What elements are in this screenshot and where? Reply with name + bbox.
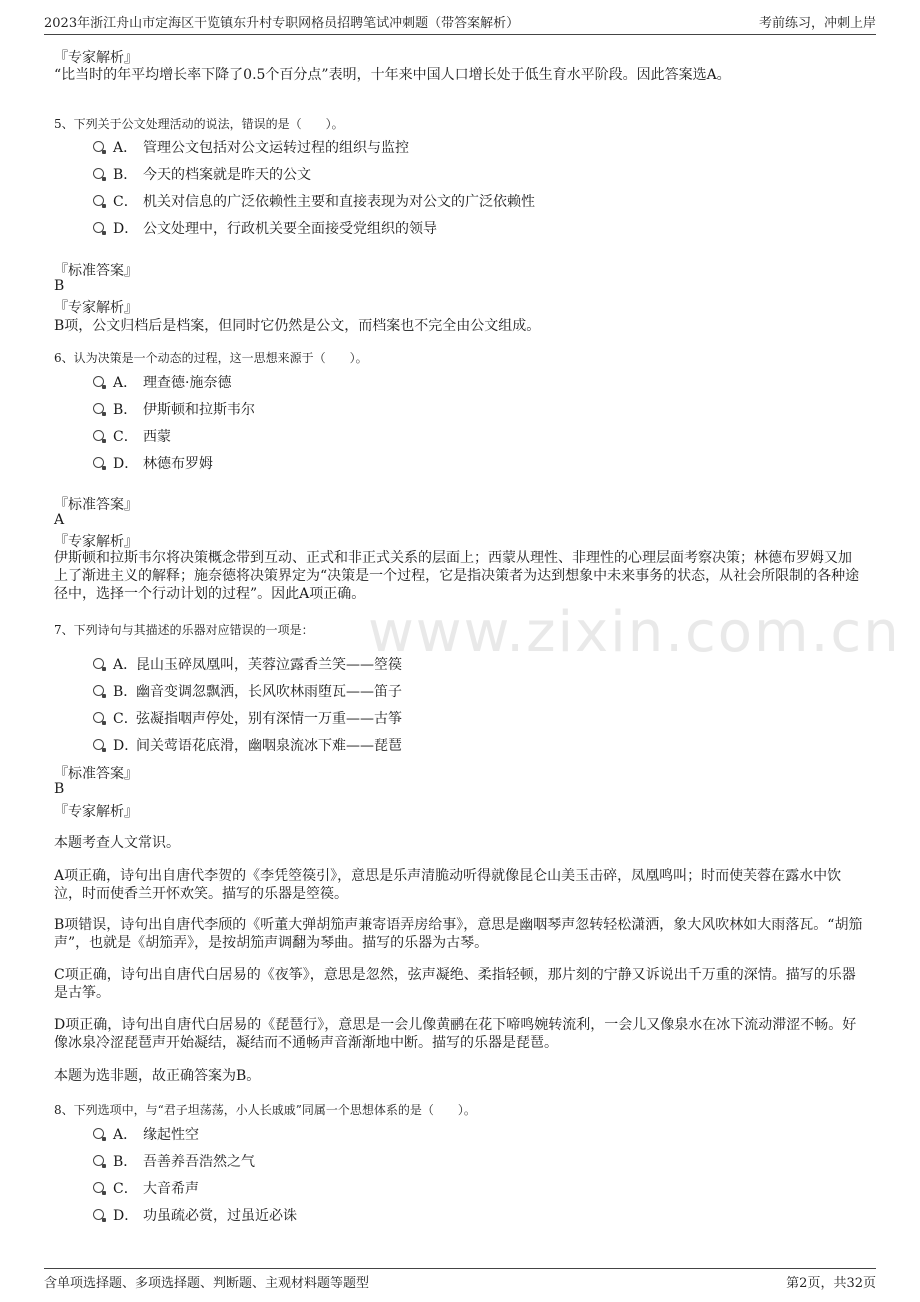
option-letter: C． [113, 1181, 138, 1197]
radio-icon[interactable] [93, 739, 104, 750]
standard-answer: B [54, 781, 65, 797]
page-header [44, 12, 876, 35]
radio-icon[interactable] [93, 430, 104, 441]
analysis-paragraph: C项正确，诗句出自唐代白居易的《夜筝》，意思是忽然，弦声凝绝、柔指轻顿，那片刻的宁静又诉说出千万重的深情。描写的乐器是古筝。 [54, 967, 856, 1001]
option-text: 机关对信息的广泛依赖性主要和直接表现为对公文的广泛依赖性 [143, 194, 535, 210]
radio-icon[interactable] [93, 658, 104, 669]
radio-icon[interactable] [93, 376, 104, 387]
radio-icon[interactable] [93, 1155, 104, 1166]
option-letter: C． [113, 194, 138, 210]
expert-analysis-label: 『专家解析』 [54, 300, 138, 316]
standard-answer: A [54, 512, 65, 528]
option-letter: C． [113, 429, 138, 445]
question-6-stem: 6、认为决策是一个动态的过程，这一思想来源于（ ）。 [54, 351, 368, 365]
watermark: www.zixin.com.cn [368, 600, 901, 665]
analysis-paragraph: D项正确，诗句出自唐代白居易的《琵琶行》，意思是一会儿像黄鹂在花下啼鸣婉转流利，一会儿又像泉水在冰下流动滞涩不畅。好像冰泉冷涩琵琶声开始凝结，凝结而不通畅声音渐渐地中断。描写的乐器是琵琶。 [54, 1017, 857, 1051]
analysis-paragraph: 本题为选非题，故正确答案为B。 [54, 1068, 261, 1084]
option-letter: A． [113, 657, 138, 673]
option-letter: D． [113, 738, 139, 754]
option-text: 缘起性空 [143, 1127, 199, 1143]
expert-analysis-text: B项，公文归档后是档案，但同时它仍然是公文，而档案也不完全由公文组成。 [54, 318, 541, 334]
option-text: 管理公文包括对公文运转过程的组织与监控 [143, 140, 409, 156]
standard-answer-label: 『标准答案』 [54, 497, 138, 513]
radio-icon[interactable] [93, 685, 104, 696]
option-letter: A． [113, 140, 138, 156]
option-letter: B． [113, 167, 138, 183]
option-letter: B． [113, 684, 138, 700]
option-text: 伊斯顿和拉斯韦尔 [143, 402, 255, 418]
option-letter: D． [113, 1208, 139, 1224]
option-letter: A． [113, 375, 138, 391]
option-letter: A． [113, 1127, 138, 1143]
page-number: 第2页，共32页 [786, 1276, 876, 1291]
header-slogan: 考前练习，冲刺上岸 [758, 16, 876, 31]
option-text: 公文处理中，行政机关要全面接受党组织的领导 [143, 221, 437, 237]
radio-icon[interactable] [93, 168, 104, 179]
option-text: 昆山玉碎凤凰叫，芙蓉泣露香兰笑——箜篌 [136, 657, 402, 673]
option-letter: B． [113, 1154, 138, 1170]
expert-analysis-label: 『专家解析』 [54, 50, 138, 66]
analysis-paragraph: B项错误，诗句出自唐代李颀的《听董大弹胡笳声兼寄语弄房给事》，意思是幽咽琴声忽转轻松潇洒，象大风吹林如大雨落瓦。“胡笳声”，也就是《胡笳弄》，是按胡笳声调翻为琴曲。描写的乐器为古琴。 [54, 917, 863, 951]
radio-icon[interactable] [93, 222, 104, 233]
question-types-note: 含单项选择题、多项选择题、判断题、主观材料题等题型 [44, 1276, 370, 1291]
radio-icon[interactable] [93, 195, 104, 206]
analysis-paragraph: 本题考查人文常识。 [54, 835, 180, 851]
question-7-stem: 7、下列诗句与其描述的乐器对应错误的一项是： [54, 623, 314, 637]
radio-icon[interactable] [93, 1182, 104, 1193]
question-8-stem: 8、下列选项中，与“君子坦荡荡，小人长戚戚”同属一个思想体系的是（ ）。 [54, 1103, 476, 1117]
option-text: 理查德·施奈德 [143, 375, 232, 391]
option-letter: B． [113, 402, 138, 418]
radio-icon[interactable] [93, 1128, 104, 1139]
question-5-stem: 5、下列关于公文处理活动的说法，错误的是（ ）。 [54, 117, 344, 131]
expert-analysis-label: 『专家解析』 [54, 534, 138, 550]
radio-icon[interactable] [93, 457, 104, 468]
option-letter: D． [113, 221, 139, 237]
option-text: 大音希声 [143, 1181, 199, 1197]
option-text: 间关莺语花底滑，幽咽泉流冰下难——琵琶 [136, 738, 402, 754]
option-text: 今天的档案就是昨天的公文 [143, 167, 311, 183]
option-text: 功虽疏必赏，过虽近必诛 [143, 1208, 297, 1224]
page-footer [44, 1268, 876, 1294]
radio-icon[interactable] [93, 141, 104, 152]
option-letter: D． [113, 456, 139, 472]
standard-answer-label: 『标准答案』 [54, 766, 138, 782]
analysis-paragraph: A项正确，诗句出自唐代李贺的《李凭箜篌引》，意思是乐声清脆动听得就像昆仑山美玉击碎，凤凰鸣叫；时而使芙蓉在露水中饮泣，时而使香兰开怀欢笑。描写的乐器是箜篌。 [54, 868, 842, 902]
radio-icon[interactable] [93, 1209, 104, 1220]
option-letter: C． [113, 711, 138, 727]
option-text: 弦凝指咽声停处，别有深情一万重——古筝 [136, 711, 402, 727]
radio-icon[interactable] [93, 403, 104, 414]
expert-analysis-text: “比当时的年平均增长率下降了0.5个百分点”表明，十年来中国人口增长处于低生育水平阶段。因此答案选A。 [54, 67, 731, 83]
option-text: 吾善养吾浩然之气 [143, 1154, 255, 1170]
option-text: 西蒙 [143, 429, 171, 445]
standard-answer: B [54, 278, 65, 294]
option-text: 幽音变调忽飘洒，长风吹林雨堕瓦——笛子 [136, 684, 402, 700]
standard-answer-label: 『标准答案』 [54, 263, 138, 279]
option-text: 林德布罗姆 [143, 456, 213, 472]
radio-icon[interactable] [93, 712, 104, 723]
expert-analysis-label: 『专家解析』 [54, 804, 138, 820]
expert-analysis-text: 伊斯顿和拉斯韦尔将决策概念带到互动、正式和非正式关系的层面上；西蒙从理性、非理性的心理层面考察决策；林德布罗姆又加上了渐进主义的解释；施奈德将决策界定为“决策是一个过程，它是指决策者为达到想象中未来事务的状态，从社会所限制的各种途径中，选择一个行动计划的过程”。因此A项正确。 [54, 550, 860, 602]
document-title: 2023年浙江舟山市定海区干览镇东升村专职网格员招聘笔试冲刺题（带答案解析） [44, 16, 520, 31]
